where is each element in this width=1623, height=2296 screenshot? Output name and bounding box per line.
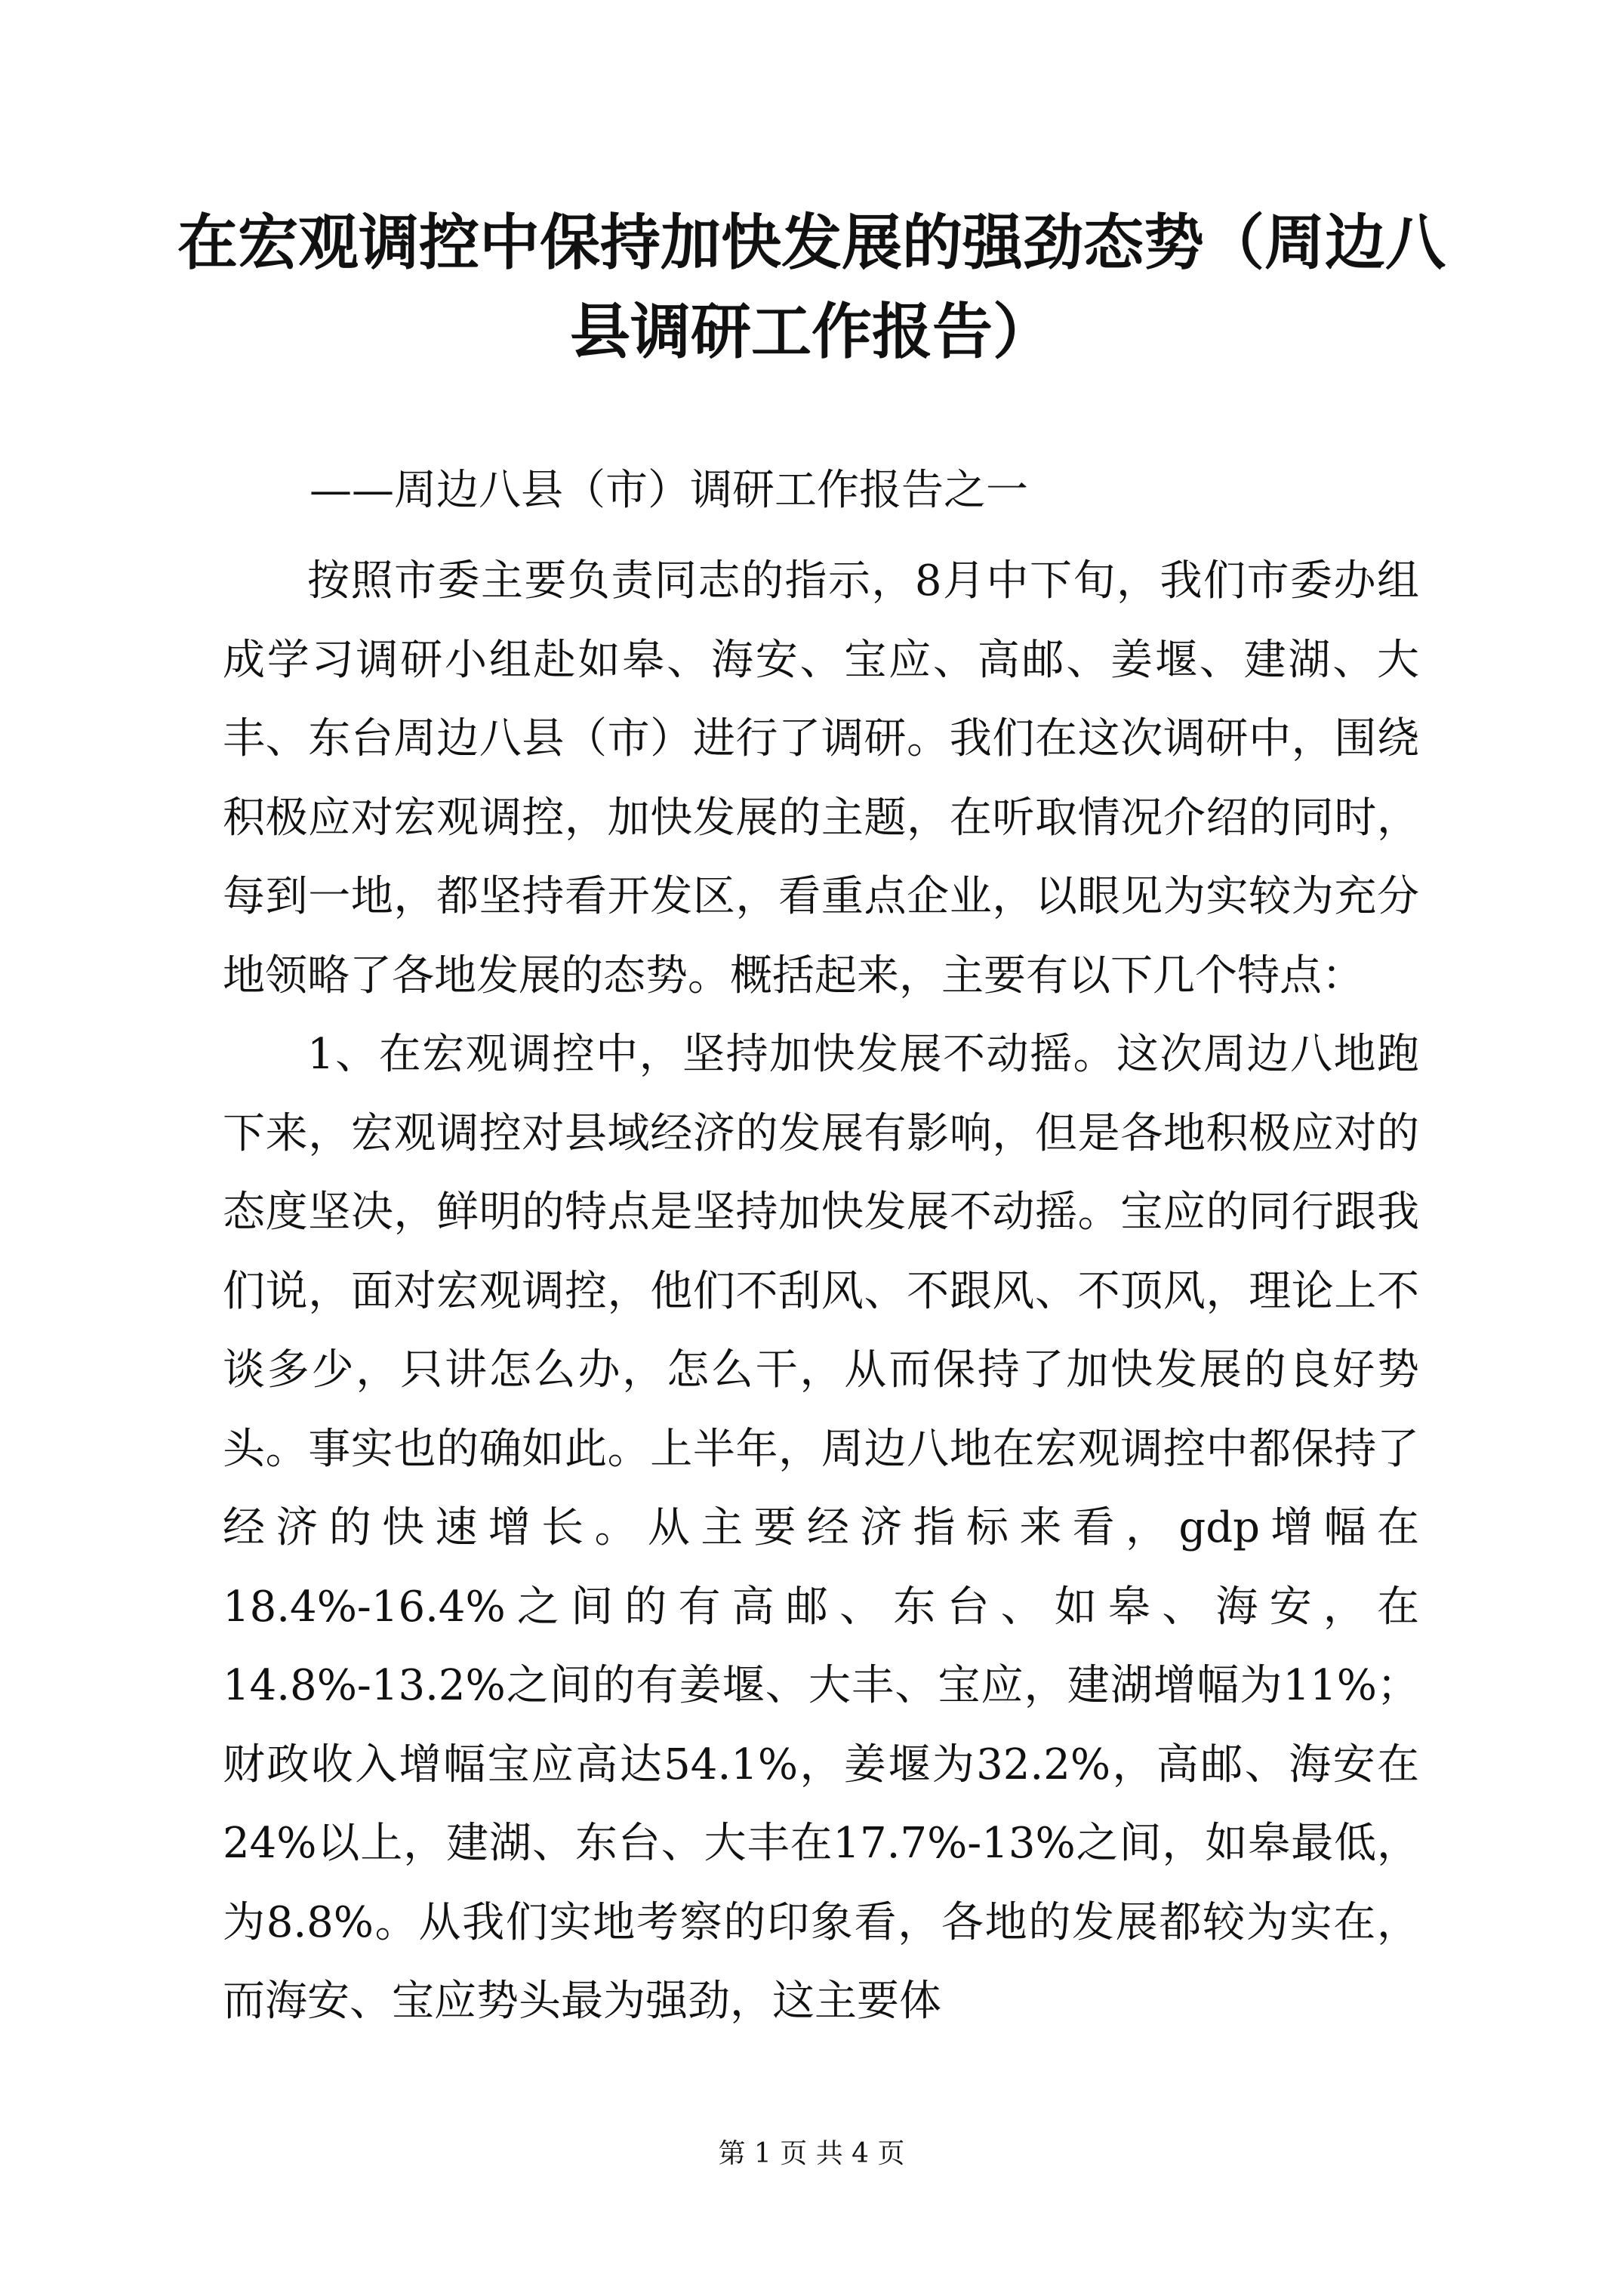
body-paragraph: 1、在宏观调控中，坚持加快发展不动摇。这次周边八地跑下来，宏观调控对县域经济的发展有影响，但是各地积极应对的态度坚决，鲜明的特点是坚持加快发展不动摇。宝应的同行跟我们说，面对宏观调控，他们不刮风、不跟风、不顶风，理论上不谈多少，只讲怎么办，怎么干，从而保持了加快发展的良好势头。事实也的确如此。上半年，周边八地在宏观调控中都保持了经济的快速增长。从主要经济指标来看，gdp增幅在18.4%-16.4%之间的有高邮、东台、如皋、海安，在14.8%-13.2%之间的有姜堰、大丰、宝应，建湖增幅为11%；财政收入增幅宝应高达54.1%，姜堰为32.2%，高邮、海安在24%以上，建湖、东台、大丰在17.7%-13%之间，如皋最低，为8.8%。从我们实地考察的印象看，各地的发展都较为实在，而海安、宝应势头最为强劲，这主要体 [223, 1030, 1420, 2026]
page-number-footer: 第 1 页 共 4 页 [718, 2138, 905, 2169]
document-subtitle: ——周边八县（市）调研工作报告之一 [310, 466, 1028, 515]
body-paragraph: 按照市委主要负责同志的指示，8月中下旬，我们市委办组成学习调研小组赴如皋、海安、宝应、高邮、姜堰、建湖、大丰、东台周边八县（市）进行了调研。我们在这次调研中，围绕积极应对宏观调控，加快发展的主题，在听取情况介绍的同时，每到一地，都坚持看开发区，看重点企业，以眼见为实较为充分地领略了各地发展的态势。概括起来，主要有以下几个特点： [223, 556, 1419, 1000]
document-title: 在宏观调控中保持加快发展的强劲态势（周边八县调研工作报告） [177, 207, 1446, 367]
